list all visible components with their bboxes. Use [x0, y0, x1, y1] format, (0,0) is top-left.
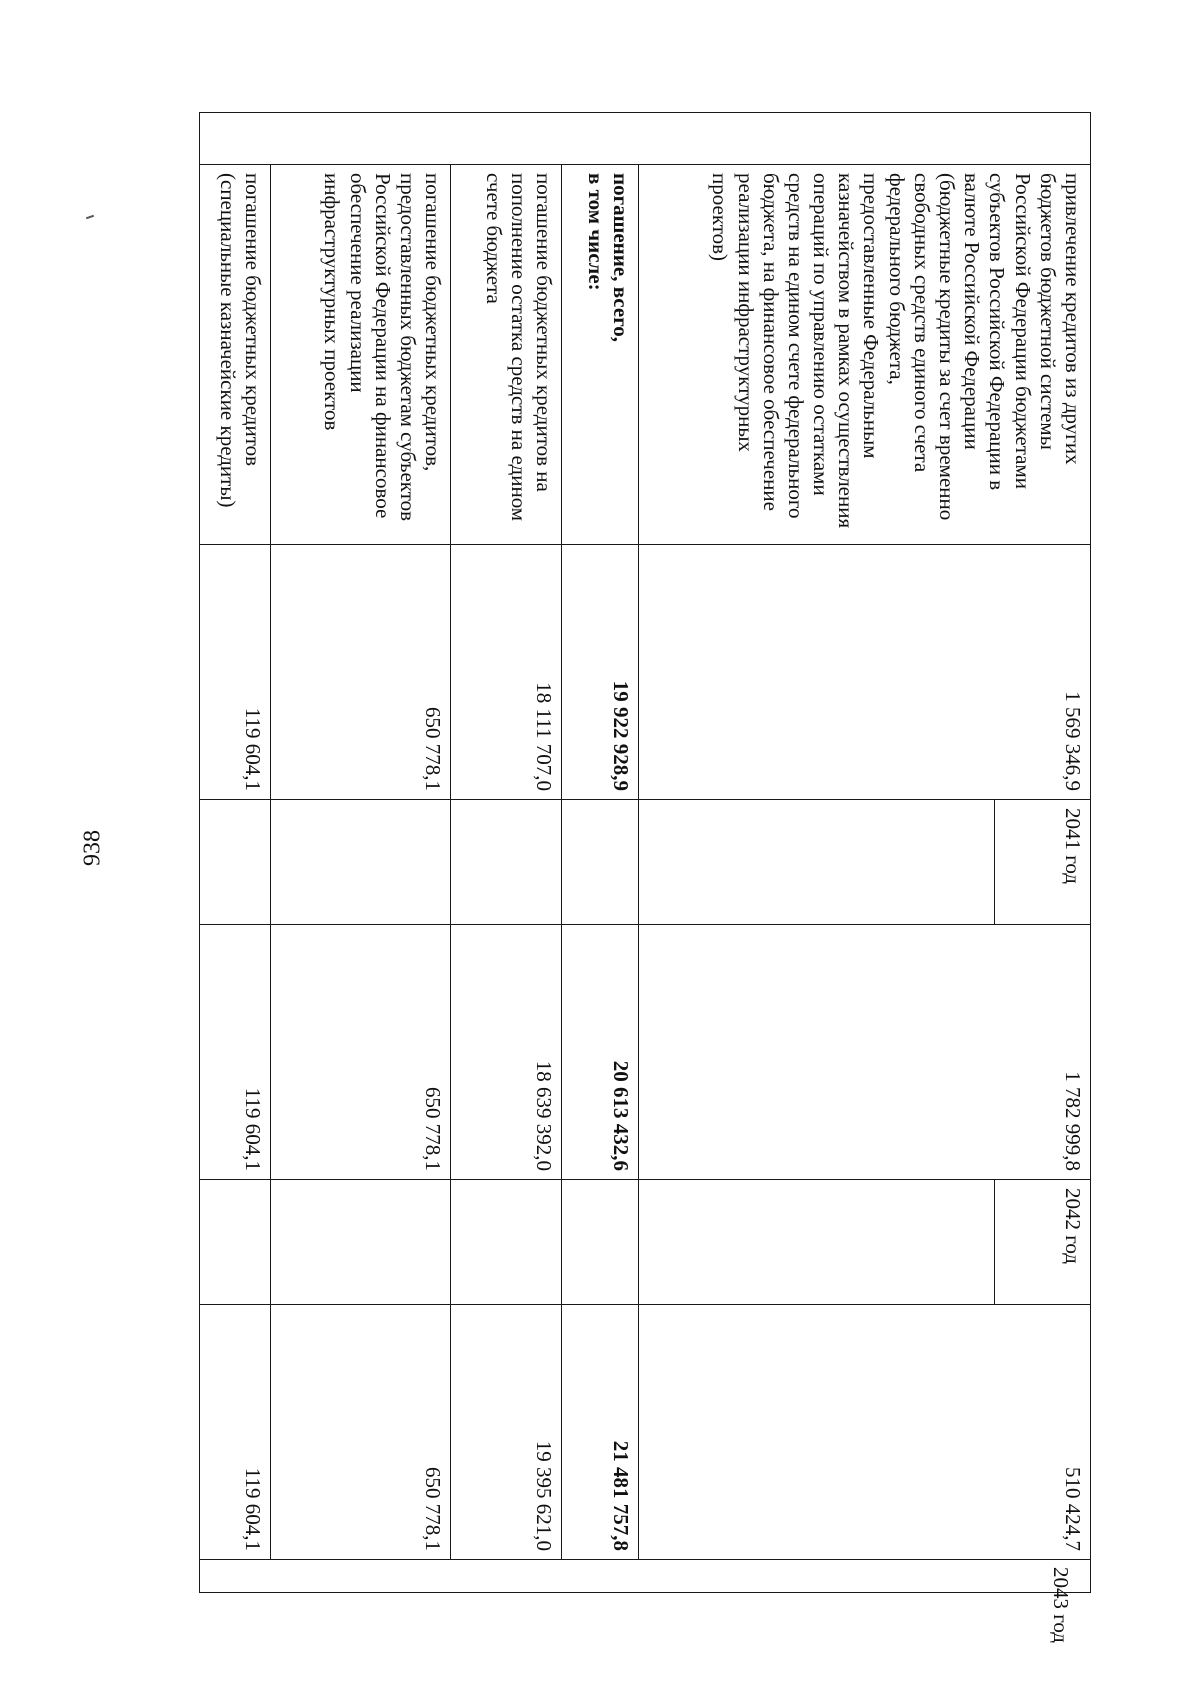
year-2042: 2042 год: [995, 1180, 1091, 1305]
empty-cell: [451, 1180, 562, 1305]
empty-cell: [271, 1180, 451, 1305]
empty-cell: [638, 800, 995, 925]
row-label-repayment-total: [562, 165, 639, 545]
table-row: [451, 113, 562, 1593]
value-2042-attraction: 1 782 999,8: [638, 925, 1090, 1180]
empty-cell: [200, 800, 271, 925]
empty-cell: [271, 800, 451, 925]
year-2043-cell: [200, 1560, 1091, 1593]
value-2043-infrastructure-repayment: 650 778,1: [271, 1305, 451, 1560]
value-2041-attraction: 1 569 346,9: [638, 545, 1090, 800]
value-2043-repayment-total: 21 481 757,8: [562, 1305, 639, 1560]
year-2041: 2041 год: [995, 800, 1091, 925]
value-2041-repayment-total: 19 922 928,9: [562, 545, 639, 800]
row-label-treasury-repayment: погашение бюджетных кредитов (специальные казначейские кредиты): [200, 165, 271, 545]
value-2043-attraction: 510 424,7: [638, 1305, 1090, 1560]
table-row: [562, 113, 639, 1593]
blank-lead-cell: [200, 113, 1091, 165]
row-label-infrastructure-repayment: погашение бюджетных кредитов, предоставленных бюджетам субъектов Российской Федерации на финансовое обеспечение реализации инфраструктурных проектов: [271, 165, 451, 545]
value-2042-infrastructure-repayment: 650 778,1: [271, 925, 451, 1180]
page-number: 938: [79, 830, 106, 866]
table-row: [200, 113, 271, 1593]
header-row: [995, 113, 1091, 1593]
scan-speck: [86, 215, 94, 220]
repayment-total-label: погашение, всего,: [608, 173, 633, 342]
value-2043-balance-repayment: 19 395 621,0: [451, 1305, 562, 1560]
value-2041-treasury-repayment: 119 604,1: [200, 545, 271, 800]
row-label-attraction: привлечение кредитов из других бюджетов бюджетной системы Российской Федерации бюджетами субъектов Российской Федерации в валюте Российской Федерации (бюджетные кредиты за счет временно свободных средств единого счета федерального бюджета, предоставленные Федеральным казначейством в рамках осуществления операций по управлению остатками средств на едином счете федерального бюджета, на финансовое обеспечение реализации инфраструктурных проектов): [638, 165, 1090, 545]
value-2042-balance-repayment: 18 639 392,0: [451, 925, 562, 1180]
rotated-table-wrapper: [199, 112, 1091, 1592]
empty-cell: [562, 1180, 639, 1305]
repayment-including-label: в том числе:: [583, 173, 608, 291]
table-row: [271, 113, 451, 1593]
empty-cell: [451, 800, 562, 925]
empty-cell: [200, 1180, 271, 1305]
value-2042-treasury-repayment: 119 604,1: [200, 925, 271, 1180]
value-2041-balance-repayment: 18 111 707,0: [451, 545, 562, 800]
financing-table: [199, 112, 1091, 1593]
value-2042-repayment-total: 20 613 432,6: [562, 925, 639, 1180]
year-2043: 2043 год: [1049, 1567, 1073, 1643]
value-2041-infrastructure-repayment: 650 778,1: [271, 545, 451, 800]
empty-cell: [638, 1180, 995, 1305]
value-2043-treasury-repayment: 119 604,1: [200, 1305, 271, 1560]
row-label-balance-repayment: погашение бюджетных кредитов на пополнение остатка средств на едином счете бюджета: [451, 165, 562, 545]
empty-cell: [562, 800, 639, 925]
